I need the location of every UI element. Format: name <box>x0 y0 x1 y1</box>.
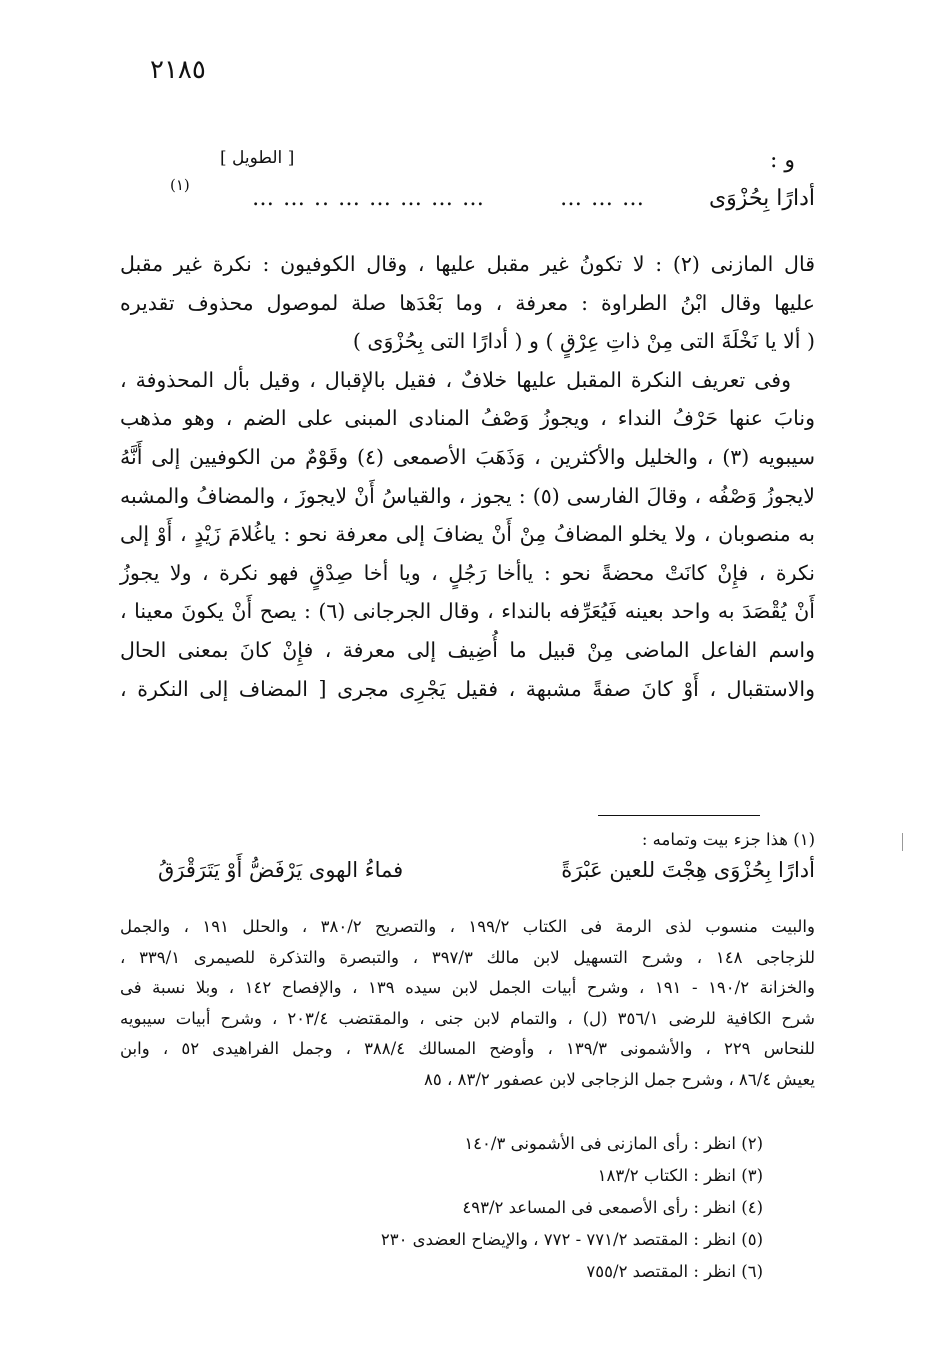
verse-intro: و : <box>769 148 795 173</box>
verse-hemistich-2: فماءُ الهوى يَرْفَضُّ أَوْ يَتَرَقْرَقُ <box>158 858 404 882</box>
body-line: ونابَ عنها حَرْفُ النداء ، ويجوزُ وَصْفُ المنادى المبنى على الضم ، وهو مذهب <box>120 406 815 431</box>
footnote-list <box>63 1128 763 1288</box>
footnote-line: يعيش ٨٦/٤ ، وشرح جمل الزجاجى لابن عصفور ٨٣/٢ ، ٨٥ <box>424 1069 815 1089</box>
footnote-line: والبيت منسوب لذى الرمة فى الكتاب ١٩٩/٢ ، والتصريح ٣٨٠/٢ ، والحلل ١٩١ ، والجمل <box>120 917 815 936</box>
body-line: نكرة ، فإِنْ كانَتْ محضةً نحو : ياأخا رَجُلٍ ، ويا أخا صِدْقٍ فهو نكرة ، ولا يجوزُ <box>120 560 815 585</box>
verse-ellipsis-a: … … … <box>560 186 645 211</box>
body-line: وفى تعريف النكرة المقبل عليها خلافٌ ، فقيل بالإقبال ، وقيل بأل المحذوفة ، <box>120 367 791 392</box>
footnote-item: (٦) انظر : المقتصد ٧٥٥/٢ <box>586 1262 763 1281</box>
body-line: به منصوبان ، ولا يخلو المضافُ مِنْ أَنْ يضافَ إلى معرفة نحو : ياغُلامَ زَيْدٍ ، أَوْ إلى <box>120 522 815 547</box>
footnote-1-intro <box>120 826 815 854</box>
footnote-item: (٤) انظر : رأى الأصمعى فى المساعد ٤٩٣/٢ <box>462 1198 763 1217</box>
footnote-line: للنحاس ٢٢٩ ، والأشمونى ١٣٩/٣ ، وأوضح المسالك ٣٨٨/٤ ، وجمل الفراهيدى ٥٢ ، وابن <box>120 1039 815 1058</box>
verse-ellipsis-b: … … … … … .. … … <box>252 186 485 211</box>
footnote-item: (٥) انظر : المقتصد ٧٧١/٢ - ٧٧٢ ، والإيضاح العضدى ٢٣٠ <box>380 1230 763 1249</box>
body-line: قال المازنى (٢) : لا تكونُ غير مقبل عليها ، وقال الكوفيون : نكرة غير مقبل <box>120 252 815 276</box>
footnote-1-body <box>120 912 815 1095</box>
footnote-verse <box>158 858 815 898</box>
footnote-line: للزجاجى ١٤٨ ، وشرح التسهيل لابن مالك ٣٩٧/٣ ، والتبصرة والتذكرة للصيمرى ٣٣٩/١ ، <box>120 947 815 967</box>
body-line: واسم الفاعل الماضى مِنْ قبيل ما أُضِيف إلى معرفة ، فإِنْ كانَ بمعنى الحال <box>120 637 815 662</box>
verse-hemistich-1: أدارًا بِحُزْوَى هِجْتَ للعين عَبْرَةً <box>561 858 815 882</box>
verse-line <box>130 176 815 222</box>
page-number: ٢١٨٥ <box>150 55 206 85</box>
footnote-separator <box>598 815 760 816</box>
footnote-item: (٣) انظر : الكتاب ١٨٣/٢ <box>597 1166 763 1185</box>
meter-label: [ الطويل ] <box>220 148 295 168</box>
body-line: سيبويه (٣) ، والخليل والأكثرين ، وَذَهَبَ الأصمعى (٤) وقَوْمٌ من الكوفيين إلى أَنَّهُ <box>120 444 815 469</box>
body-line: والاستقبال ، أَوْ كانَ صفةً مشبهة ، فقيل يَجْرِى مجرى [ المضاف إلى النكرة ، <box>120 676 815 701</box>
footnote-item: (٢) انظر : رأى المازنى فى الأشمونى ١٤٠/٣ <box>464 1134 763 1153</box>
body-line: لايجوزُ وَصْفُه ، وقالَ الفارسى (٥) : يجوز ، والقياسُ أَنْ لايجوزَ ، والمضافُ والمشبه <box>120 483 815 508</box>
verse-start: أدارًا بِحُزْوَى <box>708 186 815 211</box>
margin-mark <box>902 833 903 851</box>
body-line: عليها وقال ابْنُ الطراوة : معرفة ، وما بَعْدَها صلة لموصول محذوف تقديره <box>120 290 815 315</box>
footnote-ref: (١) <box>170 176 190 194</box>
body-line: أَنْ يُقْصَدَ به واحد بعينه فَيُعَرِّفه بالنداء ، وقال الجرجانى (٦) : يصح أَنْ يكونَ معينا ، <box>120 599 815 624</box>
body-text <box>120 245 815 708</box>
body-line: ( ألا يا نَخْلَةَ التى مِنْ ذاتِ عِرْقٍ ) و ( أدارًا التى بِحُزْوَى ) <box>352 329 815 354</box>
footnote-line: والخزانة ١٩٠/٢ - ١٩١ ، وشرح أبيات الجمل لابن سيده ١٣٩ ، والإفصاح ١٤٢ ، وبلا نسبة فى <box>120 978 815 997</box>
footnote-line: شرح الكافية للرضى ٣٥٦/١ (ل) ، والتمام لابن جنى ، والمقتضب ٢٠٣/٤ ، وشرح أبيات سيبويه <box>120 1008 815 1028</box>
footnote-line: (١) هذا جزء بيت وتمامه : <box>641 830 815 849</box>
